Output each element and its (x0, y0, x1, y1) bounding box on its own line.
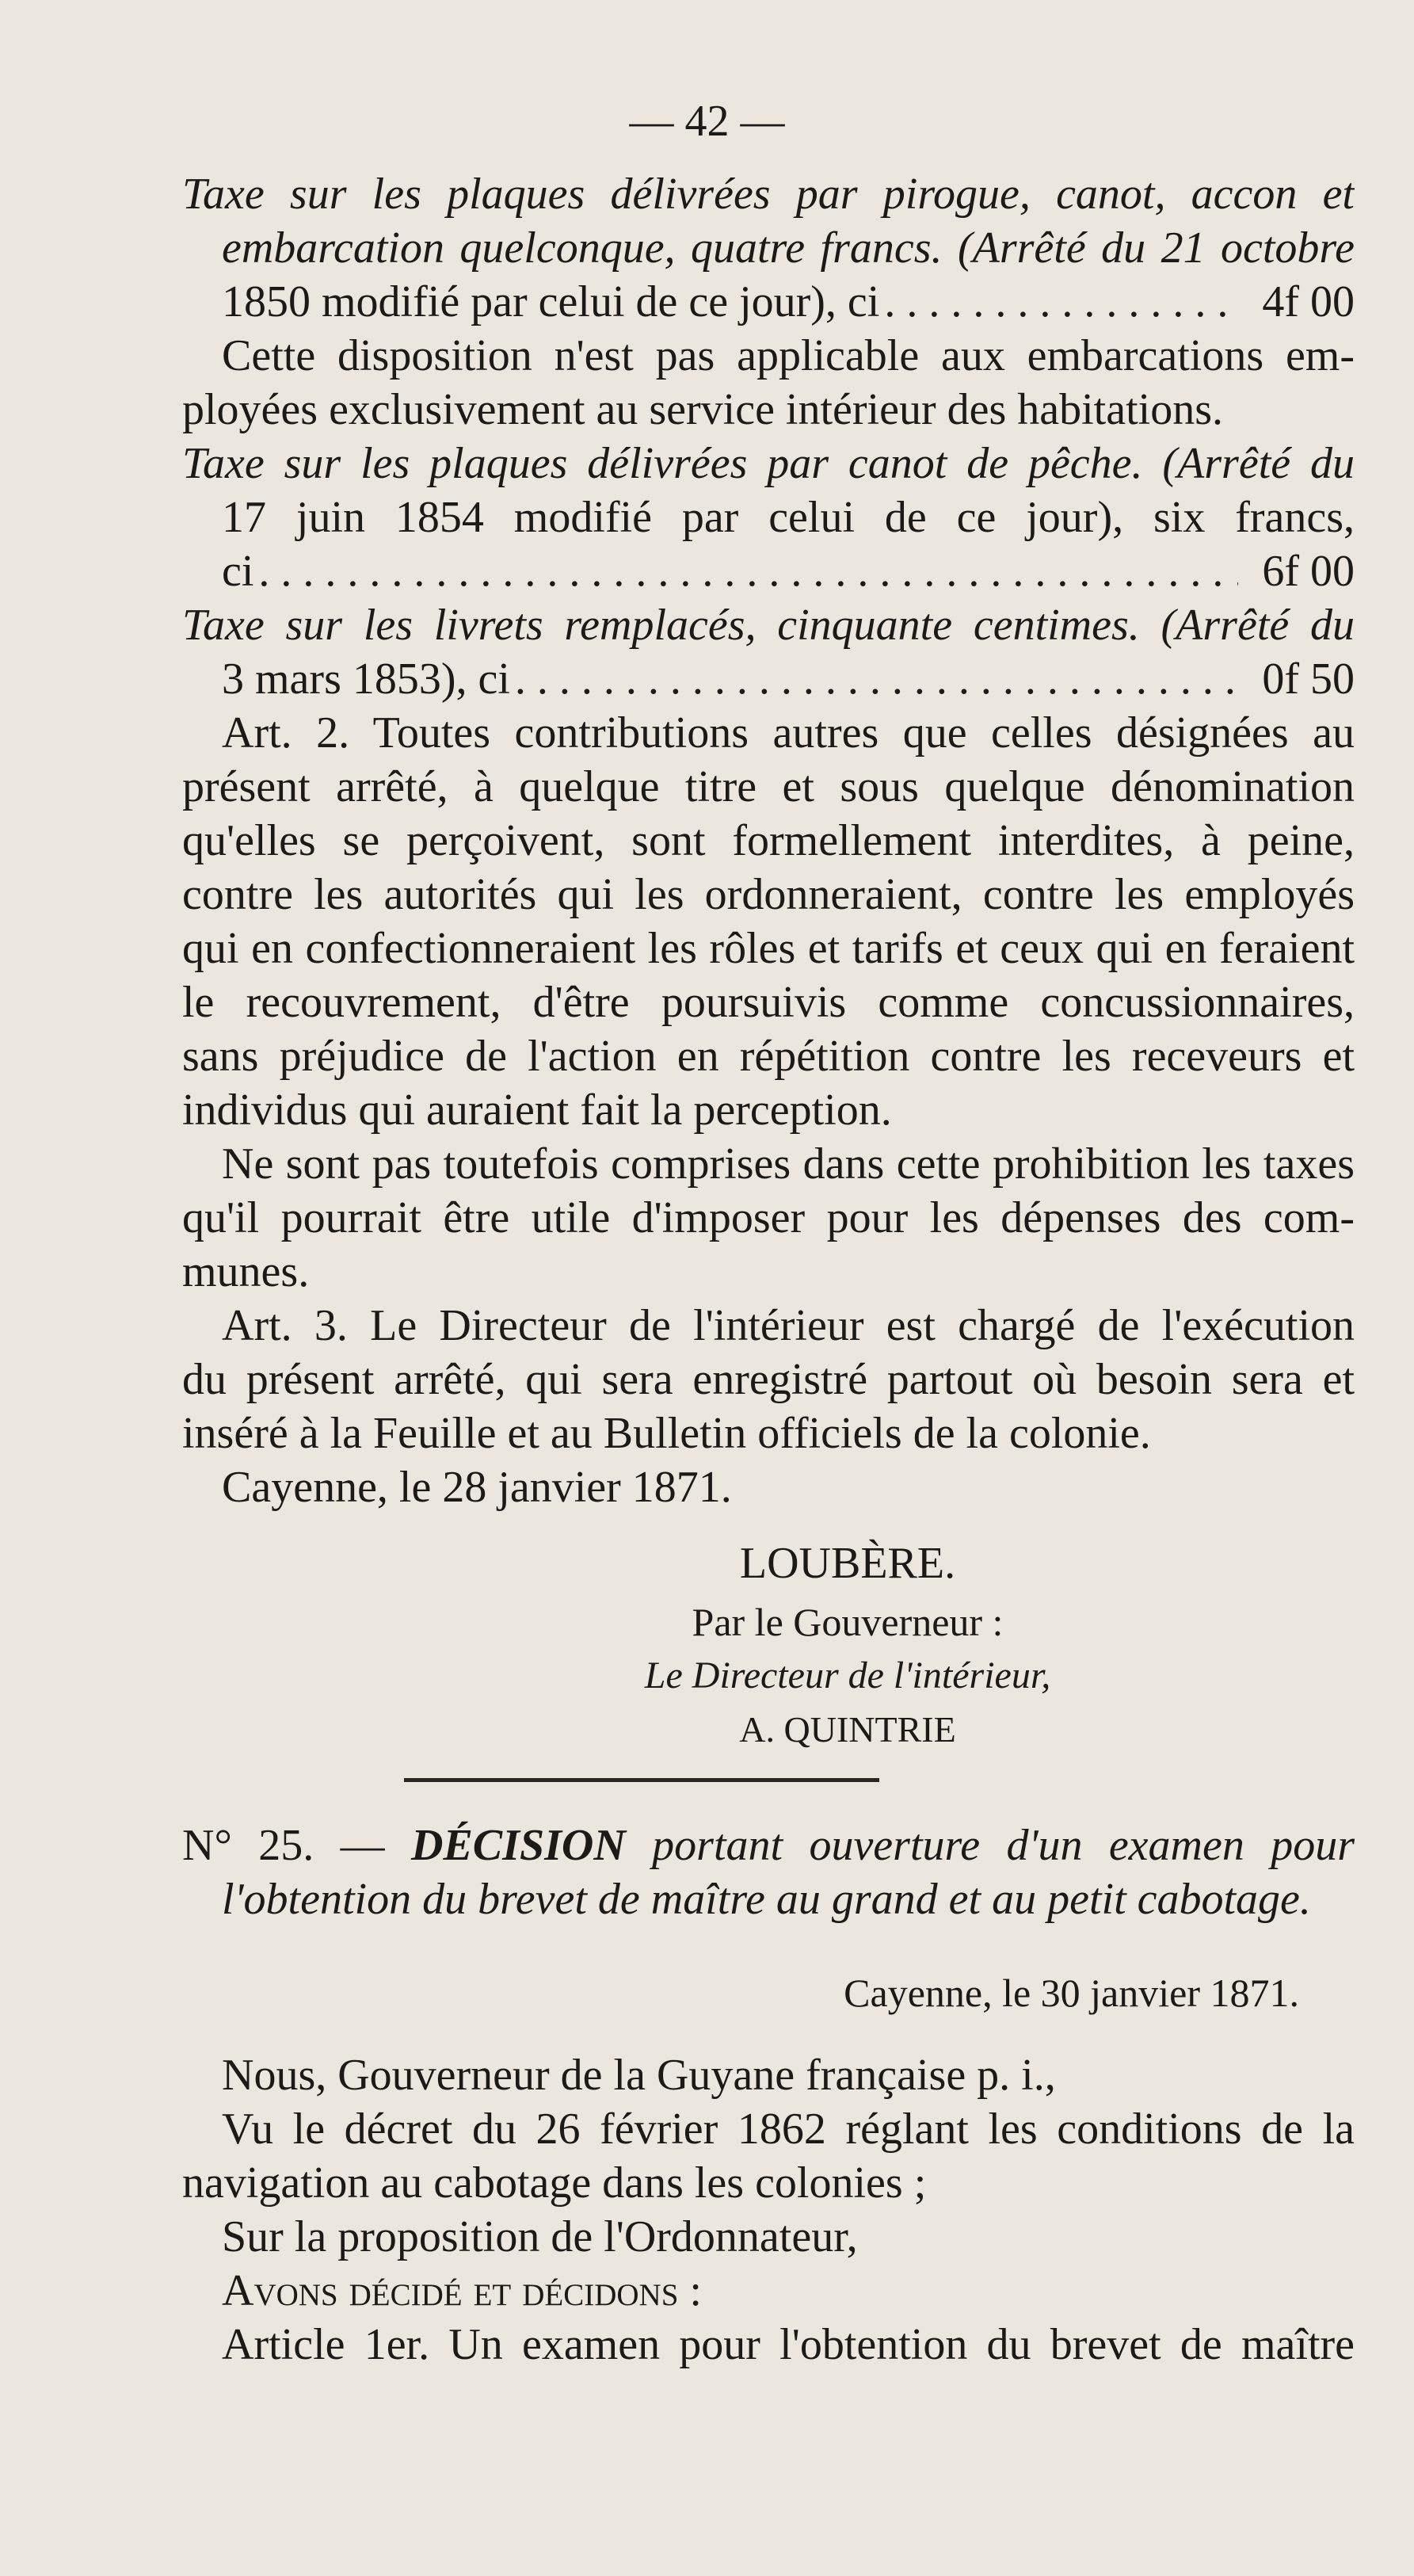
art3-line-2: du présent arrêté, qui sera enregistré partout où besoin sera et (182, 1355, 1355, 1404)
leader-dots (510, 651, 1238, 707)
date-line: Cayenne, le 28 janvier 1871. (222, 1463, 732, 1512)
art2-line-8: individus qui auraient fait la perception. (182, 1086, 892, 1135)
decision-heading-line-2: l'obtention du brevet de maître au grand et au petit cabotage. (222, 1875, 1311, 1924)
tariff-note-line-2: ployées exclusivement au service intérieur des habitations. (182, 385, 1224, 434)
art3-line-3: inséré à la Feuille et au Bulletin officiels de la colonie. (182, 1409, 1151, 1458)
decision-body-line-5: Avons décidé et décidons : (222, 2266, 702, 2315)
signature-by: Par le Gouverneur : (692, 1600, 1004, 1644)
section-divider (404, 1778, 879, 1782)
decision-body-line-6: Article 1er. Un examen pour l'obtention du brevet de maître (222, 2320, 1355, 2369)
tariff-2-lead-text: ci (222, 547, 254, 596)
exception-line-2: qu'il pourrait être utile d'imposer pour les dépenses des com- (182, 1193, 1355, 1242)
art2-line-6: le recouvrement, d'être poursuivis comme concussionnaires, (182, 978, 1355, 1027)
tariff-1-lead (222, 274, 1355, 330)
tariff-1-line-1: Taxe sur les plaques délivrées par pirogue, canot, accon et (182, 170, 1355, 219)
signature-name: LOUBÈRE. (739, 1539, 956, 1588)
tariff-2-line-2: 17 juin 1854 modifié par celui de ce jour), six francs, (222, 493, 1355, 542)
decision-body-line-1: Nous, Gouverneur de la Guyane française p. i., (222, 2051, 1056, 2100)
decision-dateline: Cayenne, le 30 janvier 1871. (844, 1971, 1299, 2015)
decision-word: DÉCISION (411, 1821, 626, 1870)
art2-line-7: sans préjudice de l'action en répétition contre les receveurs et (182, 1032, 1355, 1081)
tariff-3-line-1: Taxe sur les livrets remplacés, cinquante centimes. (Arrêté du (182, 601, 1355, 650)
leader-dots (879, 274, 1238, 330)
decision-body-line-4: Sur la proposition de l'Ordonnateur, (222, 2212, 858, 2261)
signature-title: Le Directeur de l'intérieur, (644, 1654, 1051, 1696)
tariff-2-amount: 6f 00 (1262, 547, 1355, 596)
decision-heading-line-1 (182, 1818, 1355, 1873)
tariff-2-lead (222, 544, 1355, 599)
art2-line-3: qu'elles se perçoivent, sont formellement interdites, à peine, (182, 816, 1355, 865)
exception-line-3: munes. (182, 1247, 310, 1296)
tariff-1-amount: 4f 00 (1262, 277, 1355, 326)
signature-signer: A. QUINTRIE (739, 1709, 956, 1750)
art2-line-5: qui en confectionneraient les rôles et tarifs et ceux qui en feraient (182, 924, 1355, 973)
tariff-note-line-1: Cette disposition n'est pas applicable aux embarcations em- (222, 331, 1355, 380)
tariff-3-amount: 0f 50 (1262, 654, 1355, 704)
art2-line-4: contre les autorités qui les ordonneraient, contre les employés (182, 870, 1355, 919)
exception-line-1: Ne sont pas toutefois comprises dans cette prohibition les taxes (222, 1139, 1355, 1189)
decision-body-line-3: navigation au cabotage dans les colonies ; (182, 2158, 927, 2208)
page-number: — 42 — (629, 97, 785, 146)
leader-dots (253, 544, 1238, 599)
art3-line-1: Art. 3. Le Directeur de l'intérieur est chargé de l'exécution (222, 1301, 1355, 1350)
decision-heading-rest: portant ouverture d'un examen pour (652, 1821, 1355, 1870)
decision-number: N° 25. — (182, 1821, 385, 1870)
tariff-1-lead-text: 1850 modifié par celui de ce jour), ci (222, 277, 880, 326)
art2-line-1: Art. 2. Toutes contributions autres que celles désignées au (222, 708, 1355, 758)
art2-line-2: présent arrêté, à quelque titre et sous quelque dénomination (182, 762, 1355, 811)
tariff-2-line-1: Taxe sur les plaques délivrées par canot de pêche. (Arrêté du (182, 439, 1355, 488)
tariff-1-line-2: embarcation quelconque, quatre francs. (Arrêté du 21 octobre (222, 223, 1355, 273)
tariff-3-lead-text: 3 mars 1853), ci (222, 654, 510, 704)
tariff-3-lead (222, 651, 1355, 707)
decision-body-line-2: Vu le décret du 26 février 1862 réglant les conditions de la (222, 2105, 1355, 2154)
